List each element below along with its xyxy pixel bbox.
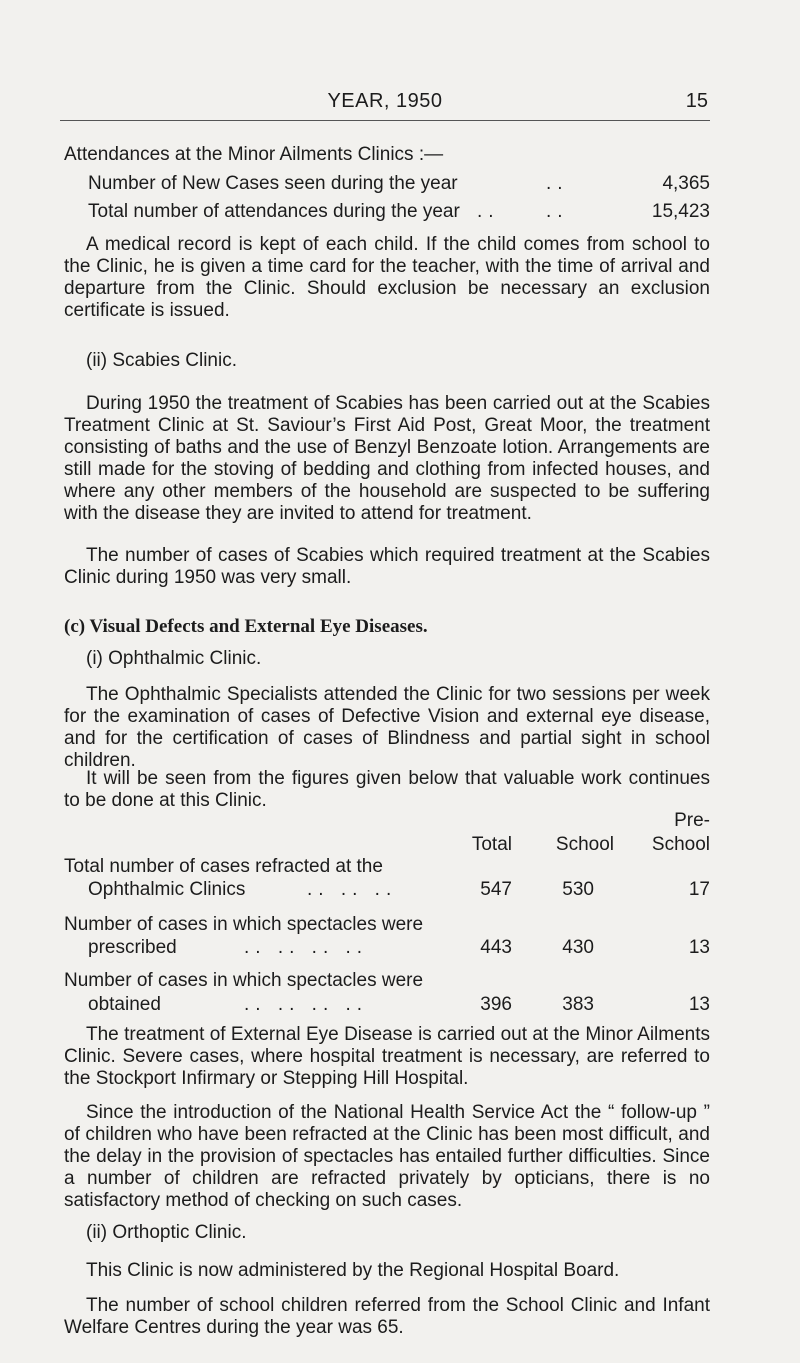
row-label-line1: Total number of cases refracted at the	[64, 856, 383, 877]
new-cases-row	[88, 173, 710, 195]
cell-school: 430	[562, 937, 594, 958]
scabies-cases-paragraph: The number of cases of Scabies which required treatment at the Scabies Clinic during 1950 was very small.	[64, 545, 710, 588]
visual-defects-heading: (c) Visual Defects and External Eye Diseases.	[64, 616, 428, 637]
ophthalmic-paragraph: The Ophthalmic Specialists attended the Clinic for two sessions per week for the examination of cases of Defective Vision and external eye disease, and for the certification of cases of Blindness and partial sight in school children.	[64, 684, 710, 771]
page-header	[60, 90, 710, 121]
cell-school: 383	[562, 994, 594, 1015]
minor-ailments-heading: Attendances at the Minor Ailments Clinics :—	[64, 144, 444, 165]
column-header-school: School	[555, 834, 614, 855]
medical-record-paragraph: A medical record is kept of each child. If the child comes from school to the Clinic, he is given a time card for the teacher, with the time of arrival and departure from the Clinic. Should exclusion be necessary an exclusion certificate is issued.	[64, 234, 710, 321]
cell-pre-school: 13	[688, 937, 710, 958]
cell-total: 547	[480, 879, 512, 900]
new-cases-value: 4,365	[662, 173, 710, 194]
total-attendances-row	[88, 201, 710, 223]
cell-total: 396	[480, 994, 512, 1015]
leader-dots: .. .. .. ..	[244, 994, 369, 1015]
row-label-line1: Number of cases in which spectacles were	[64, 970, 424, 991]
leader-dots: ..	[546, 173, 569, 194]
row-label-line2: prescribed	[88, 937, 177, 958]
row-label-line1: Number of cases in which spectacles were	[64, 914, 424, 935]
leader-dots: ..	[477, 201, 500, 222]
leader-dots: .. .. ..	[307, 879, 398, 900]
column-header-total: Total	[471, 834, 512, 855]
orthoptic-referrals-paragraph: The number of school children referred from the School Clinic and Infant Welfare Centres during the year was 65.	[64, 1295, 710, 1338]
external-eye-paragraph: The treatment of External Eye Disease is carried out at the Minor Ailments Clinic. Severe cases, where hospital treatment is necessary, are referred to the Stockport Infirmary or Stepping Hill Hospital.	[64, 1024, 710, 1089]
orthoptic-admin-paragraph: This Clinic is now administered by the Regional Hospital Board.	[86, 1260, 620, 1281]
cell-total: 443	[480, 937, 512, 958]
scabies-paragraph: During 1950 the treatment of Scabies has been carried out at the Scabies Treatment Clinic at St. Saviour’s First Aid Post, Great Moor, the treatment consisting of baths and the use of Benzyl Benzoate lotion. Arrangements are still made for the stoving of bedding and clothing from infected houses, and where any other members of the household are suspected to be suffering with the disease they are invited to attend for treatment.	[64, 393, 710, 524]
valuable-work-paragraph: It will be seen from the figures given below that valuable work continues to be done at this Clinic.	[64, 768, 710, 811]
scabies-heading: (ii) Scabies Clinic.	[86, 350, 237, 371]
page-number: 15	[685, 90, 708, 112]
orthoptic-clinic-heading: (ii) Orthoptic Clinic.	[86, 1222, 247, 1243]
leader-dots: .. .. .. ..	[244, 937, 369, 958]
column-header-pre: Pre-	[674, 810, 710, 831]
total-attendances-value: 15,423	[651, 201, 710, 222]
running-title: YEAR, 1950	[327, 90, 443, 112]
follow-up-paragraph: Since the introduction of the National Health Service Act the “ follow-up ” of children who have been refracted at the Clinic has been most difficult, and the delay in the provision of spectacles has entailed further difficulties. Since a number of children are refracted privately by opticians, there is no satisfactory method of checking on such cases.	[64, 1102, 710, 1211]
cell-pre-school: 13	[688, 994, 710, 1015]
total-attendances-label: Total number of attendances during the year	[88, 201, 460, 222]
column-header-pre-school: School	[651, 834, 710, 855]
cell-school: 530	[562, 879, 594, 900]
new-cases-label: Number of New Cases seen during the year	[88, 173, 458, 194]
ophthalmic-clinic-heading: (i) Ophthalmic Clinic.	[86, 648, 262, 669]
row-label-line2: obtained	[88, 994, 161, 1015]
cell-pre-school: 17	[688, 879, 710, 900]
leader-dots: ..	[546, 201, 569, 222]
row-label-line2: Ophthalmic Clinics	[88, 879, 246, 900]
